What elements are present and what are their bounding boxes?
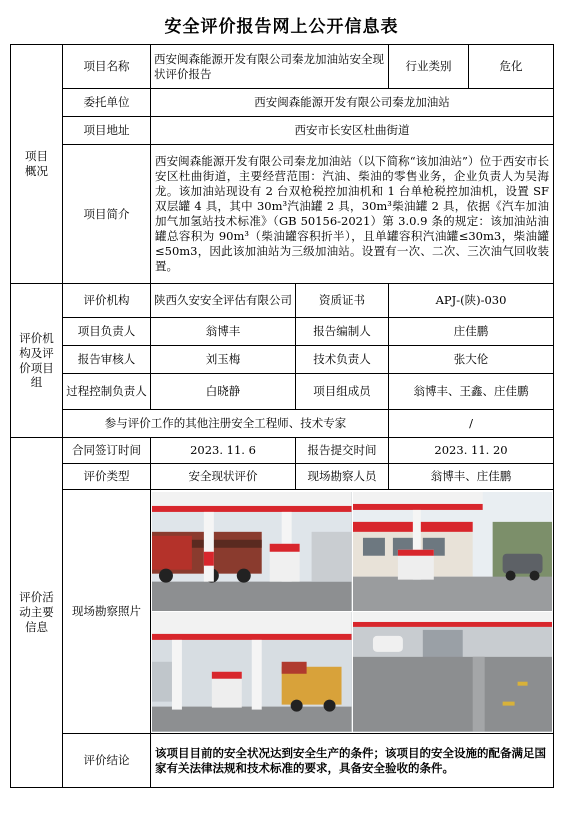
client-label: 委托单位 <box>63 89 151 117</box>
writer-value: 庄佳鹏 <box>389 318 554 346</box>
cert-label: 资质证书 <box>296 284 389 318</box>
type-value: 安全现状评价 <box>151 464 296 490</box>
process-label: 过程控制负责人 <box>63 374 151 410</box>
page-title: 安全评价报告网上公开信息表 <box>164 17 399 37</box>
contract-value: 2023. 11. 6 <box>151 438 296 464</box>
leader-label: 项目负责人 <box>63 318 151 346</box>
site-photo-4 <box>353 612 553 732</box>
project-name-value: 西安闽森能源开发有限公司秦龙加油站安全现状评价报告 <box>151 45 389 89</box>
reviewer-value: 刘玉梅 <box>151 346 296 374</box>
org-value: 陕西久安安全评估有限公司 <box>151 284 296 318</box>
reviewer-label: 报告审核人 <box>63 346 151 374</box>
industry-value: 危化 <box>469 45 554 89</box>
cert-value: APJ-(陕)-030 <box>389 284 554 318</box>
submit-value: 2023. 11. 20 <box>389 438 554 464</box>
section-evaluation-team: 评价机 构及评 价项目 组 <box>11 284 63 438</box>
conclusion-label: 评价结论 <box>63 734 151 788</box>
tech-value: 张大伦 <box>389 346 554 374</box>
conclusion-text: 该项目目前的安全状况达到安全生产的条件；该项目的安全设施的配备满足国家有关法律法规和技术标准的要求，具备安全验收的条件。 <box>151 734 554 788</box>
tech-label: 技术负责人 <box>296 346 389 374</box>
members-label: 项目组成员 <box>296 374 389 410</box>
contract-label: 合同签订时间 <box>63 438 151 464</box>
intro-label: 项目简介 <box>63 145 151 284</box>
site-photo-1 <box>152 492 352 612</box>
site-photo-2 <box>353 492 553 612</box>
submit-label: 报告提交时间 <box>296 438 389 464</box>
leader-value: 翁博丰 <box>151 318 296 346</box>
client-value: 西安闽森能源开发有限公司秦龙加油站 <box>151 89 554 117</box>
section-project-overview: 项目 概况 <box>11 45 63 284</box>
info-table <box>10 44 554 788</box>
project-name-label: 项目名称 <box>63 45 151 89</box>
members-value: 翁博丰、王鑫、庄佳鹏 <box>389 374 554 410</box>
type-label: 评价类型 <box>63 464 151 490</box>
other-engineers-value: / <box>389 410 554 438</box>
site-photos <box>151 490 554 734</box>
intro-text: 西安闽森能源开发有限公司秦龙加油站（以下简称“该加油站”）位于西安市长安区杜曲街道，主要经营范围：汽油、柴油的零售业务，企业负责人为吴海龙。该加油站现设有 2 台双枪税控加油机和 1 台单枪税控加油机，设置 SF 双层罐 4 具，其中 30m³汽油罐 2 具，30m³柴油罐 2 具，依据《汽车加油加气加氢站技术标准》（GB 50156-2021）第 3.0.9 条的规定：该加油站油罐总容积为 90m³（柴油罐容积折半），且单罐容积汽油罐≤30m3，柴油罐≤50m3，因此该加油站为三级加油站。设置有一次、二次、三次油气回收装置。 <box>151 145 554 284</box>
survey-label: 现场勘察人员 <box>296 464 389 490</box>
industry-label: 行业类别 <box>389 45 469 89</box>
writer-label: 报告编制人 <box>296 318 389 346</box>
address-value: 西安市长安区杜曲街道 <box>151 117 554 145</box>
survey-value: 翁博丰、庄佳鹏 <box>389 464 554 490</box>
address-label: 项目地址 <box>63 117 151 145</box>
section-evaluation-activity: 评价活 动主要 信息 <box>11 438 63 788</box>
org-label: 评价机构 <box>63 284 151 318</box>
photos-label: 现场勘察照片 <box>63 490 151 734</box>
process-value: 白晓静 <box>151 374 296 410</box>
site-photo-3 <box>152 612 352 732</box>
other-engineers-label: 参与评价工作的其他注册安全工程师、技术专家 <box>63 410 389 438</box>
